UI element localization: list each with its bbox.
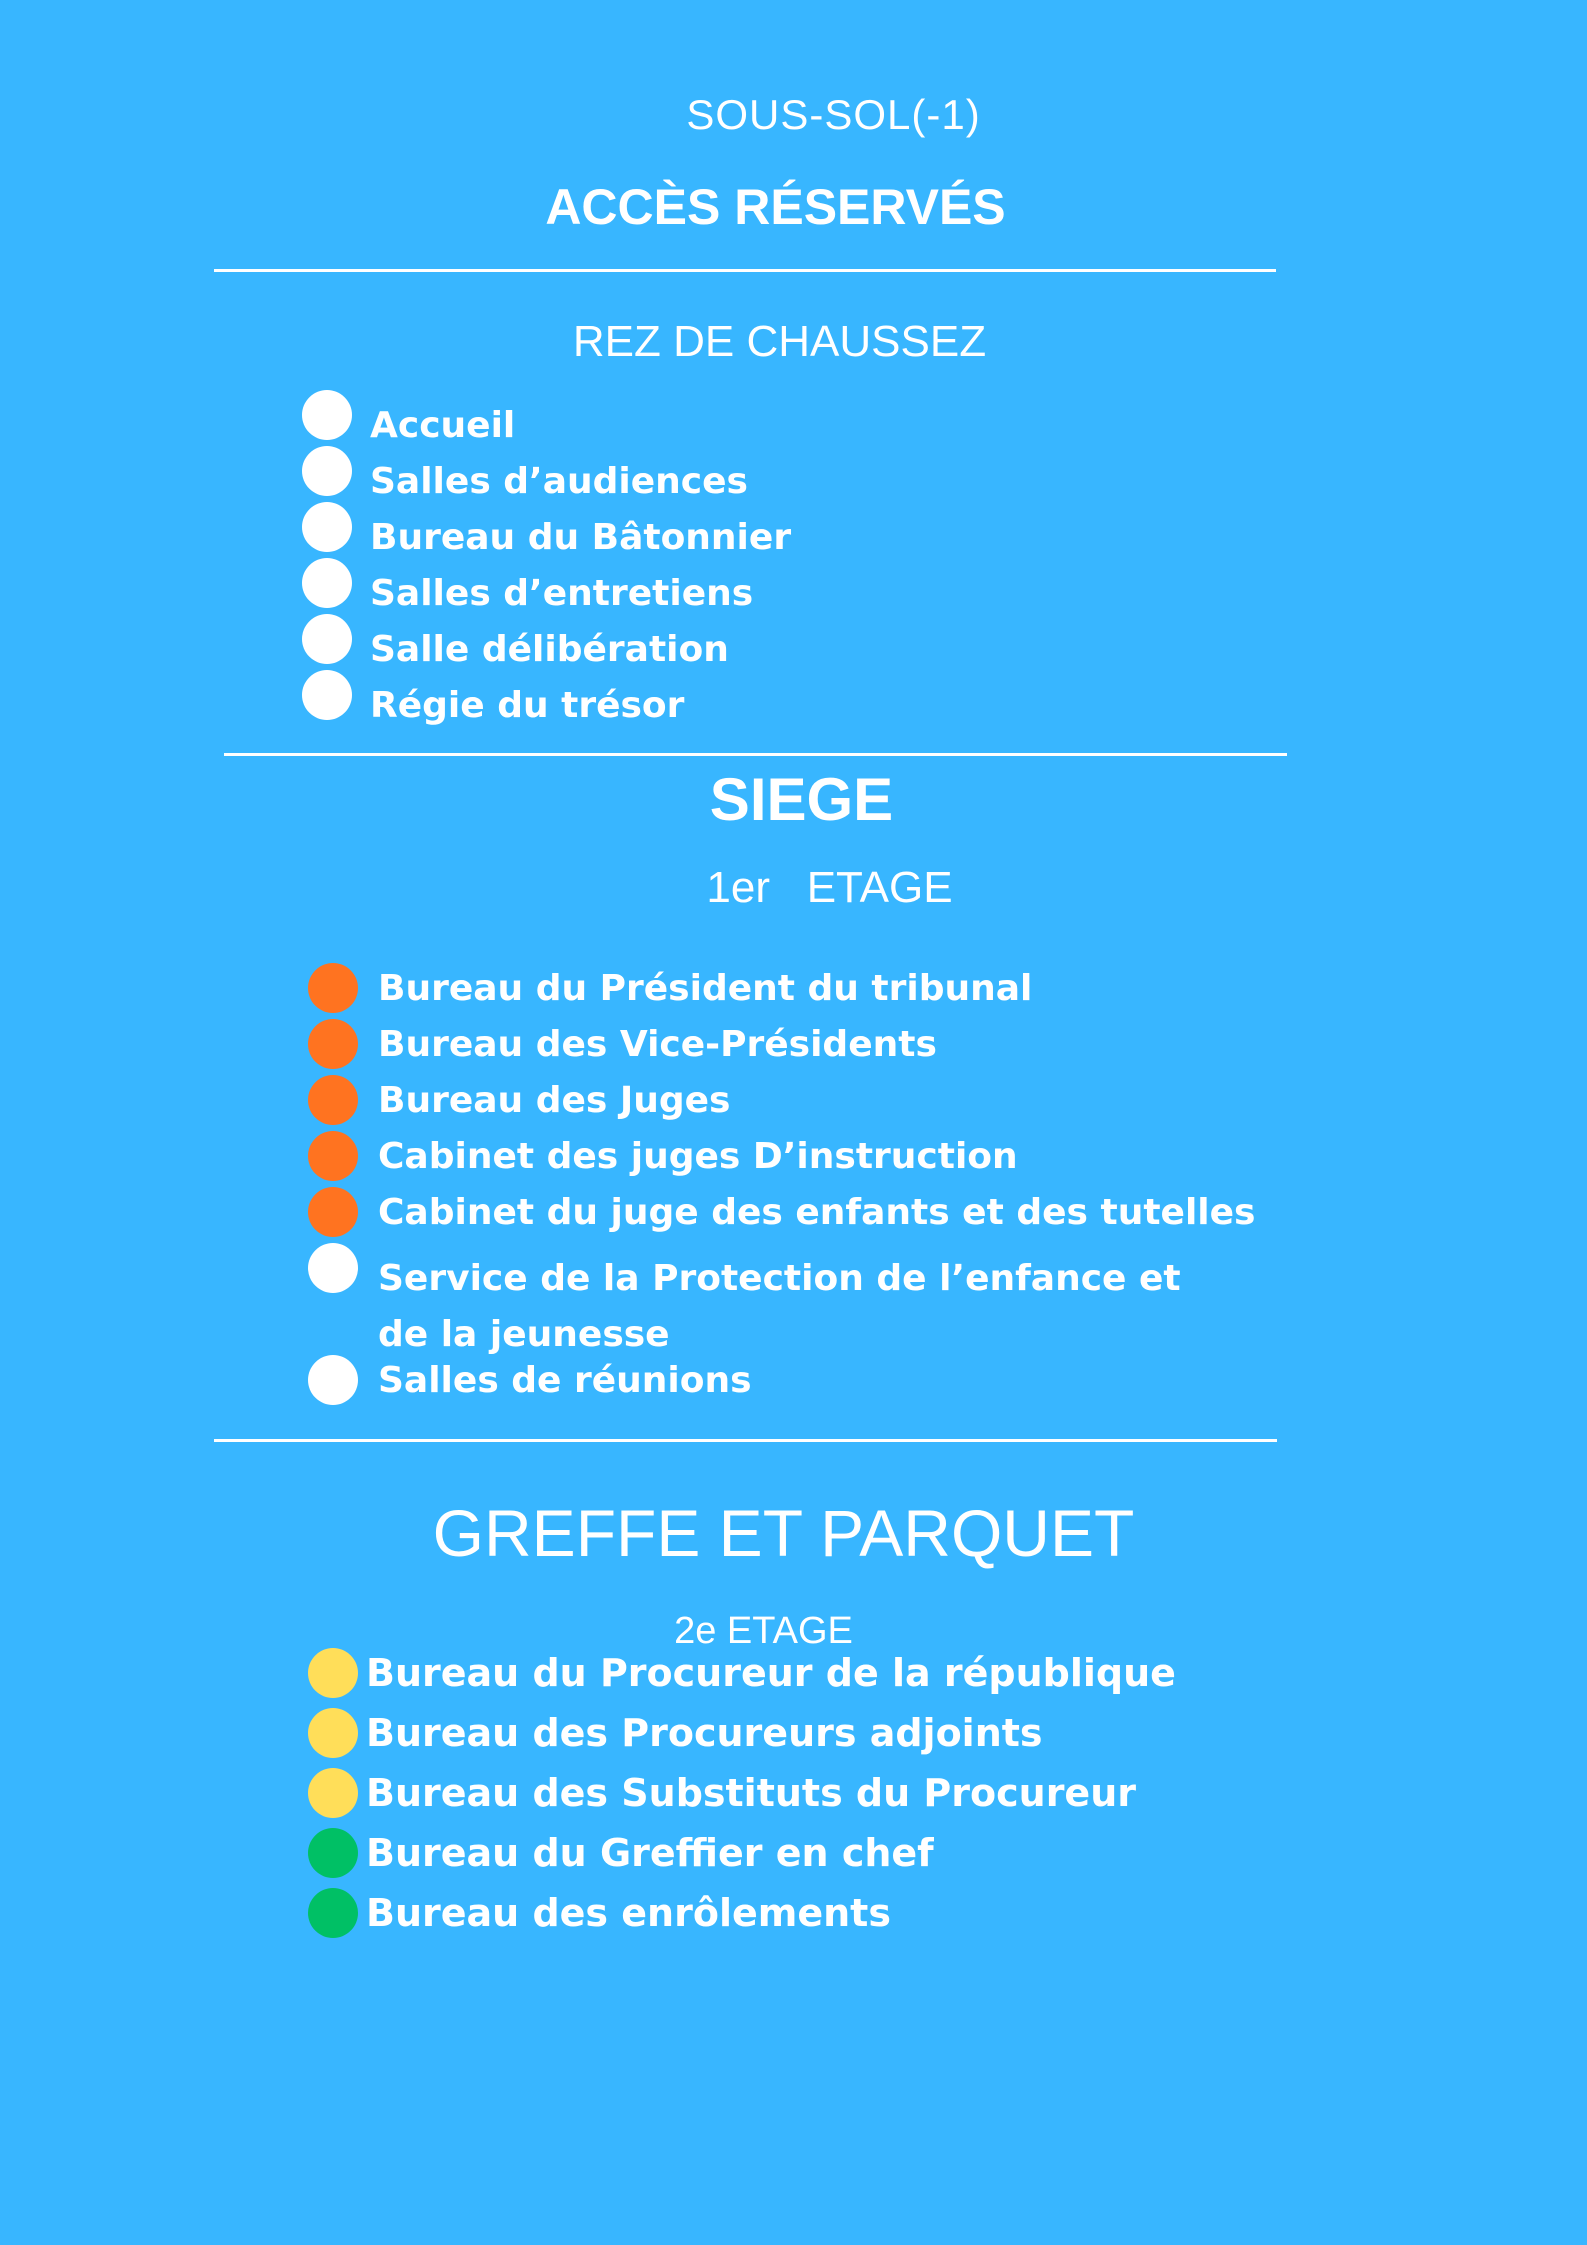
list-item-label: Bureau du Président du tribunal: [378, 968, 1033, 1009]
bullet-white-icon: [308, 1355, 358, 1405]
bullet-orange-icon: [308, 1187, 358, 1237]
list-item-label: Salles d’audiences: [370, 461, 748, 502]
siege-floor-label: 1er ETAGE: [706, 863, 953, 912]
siege-title: SIEGE: [709, 766, 894, 833]
bullet-orange-icon: [308, 963, 358, 1013]
list-item-label: Salle délibération: [370, 629, 729, 670]
bullet-green-icon: [308, 1828, 358, 1878]
list-item-label: Bureau des Substituts du Procureur: [366, 1771, 1137, 1815]
divider-3: [214, 1439, 1277, 1442]
list-item-label: Bureau du Procureur de la république: [366, 1651, 1176, 1695]
bullet-yellow-icon: [308, 1648, 358, 1698]
divider-1: [214, 269, 1276, 272]
restricted-access-heading: ACCÈS RÉSERVÉS: [545, 179, 1006, 235]
bullet-white-icon: [302, 670, 352, 720]
bullet-white-icon: [302, 390, 352, 440]
bullet-orange-icon: [308, 1075, 358, 1125]
list-item-label: Régie du trésor: [370, 685, 685, 726]
list-item-label: Bureau des enrôlements: [366, 1891, 891, 1935]
divider-2: [224, 753, 1287, 756]
bullet-orange-icon: [308, 1131, 358, 1181]
bullet-white-icon: [302, 446, 352, 496]
list-item-label: Bureau du Greffier en chef: [366, 1831, 934, 1875]
bullet-yellow-icon: [308, 1708, 358, 1758]
greffe-parquet-floor-label: 2e ETAGE: [674, 1610, 853, 1652]
bullet-white-icon: [302, 614, 352, 664]
bullet-green-icon: [308, 1888, 358, 1938]
list-item-label: Bureau des Procureurs adjoints: [366, 1711, 1043, 1755]
bullet-white-icon: [308, 1243, 358, 1293]
greffe-parquet-title: GREFFE ET PARQUET: [432, 1496, 1135, 1570]
bullet-orange-icon: [308, 1019, 358, 1069]
list-item-label: Cabinet des juges D’instruction: [378, 1136, 1018, 1177]
list-item-label: Bureau des Vice-Présidents: [378, 1024, 937, 1065]
bullet-white-icon: [302, 502, 352, 552]
list-item-label: Cabinet du juge des enfants et des tutelles: [378, 1192, 1256, 1233]
list-item-label: Bureau du Bâtonnier: [370, 517, 792, 558]
list-item-label: Bureau des Juges: [378, 1080, 731, 1121]
list-item-label: Accueil: [370, 405, 516, 446]
bullet-yellow-icon: [308, 1768, 358, 1818]
bullet-white-icon: [302, 558, 352, 608]
ground-floor-title: REZ DE CHAUSSEZ: [572, 317, 987, 366]
list-item-label: Salles d’entretiens: [370, 573, 754, 614]
list-item-label: Salles de réunions: [378, 1360, 752, 1401]
basement-floor-label: SOUS-SOL(-1): [686, 91, 981, 138]
list-item-label: Service de la Protection de l’enfance et de la jeunesse: [378, 1258, 1181, 1355]
